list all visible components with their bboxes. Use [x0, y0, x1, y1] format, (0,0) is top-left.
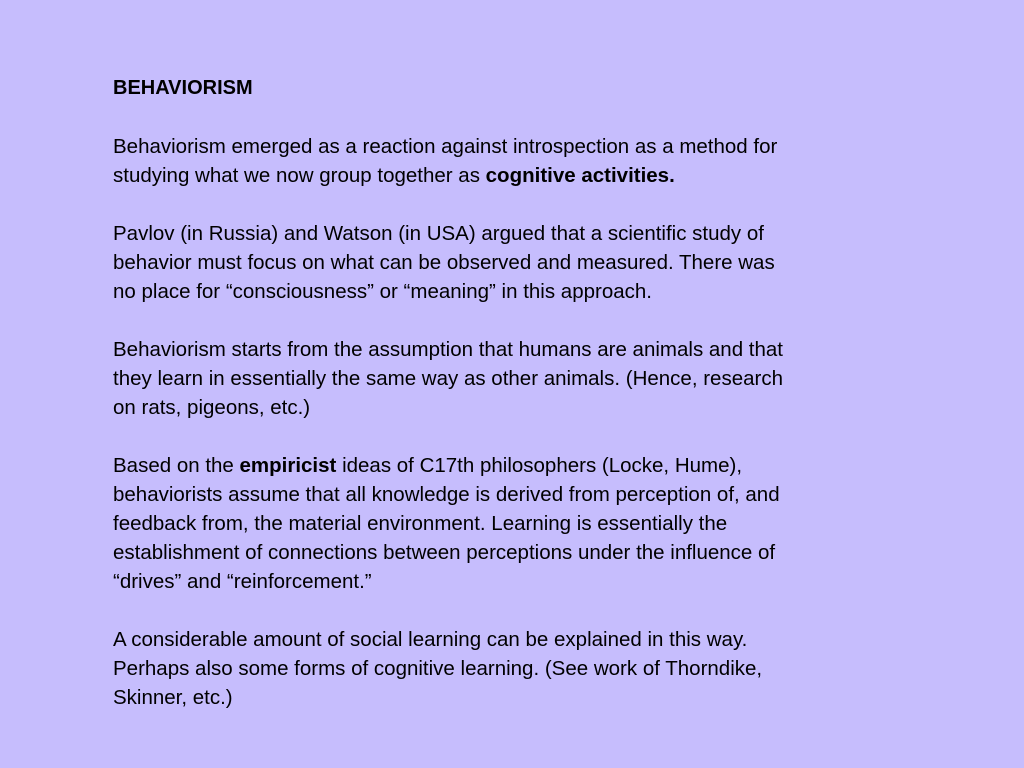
- text-segment: A considerable amount of social learning can be explained in this way.: [113, 628, 748, 651]
- paragraph-intro: [113, 132, 924, 190]
- text-segment: establishment of connections between perceptions under the influence of: [113, 541, 776, 564]
- text-line: [113, 335, 924, 364]
- text-line: [113, 393, 924, 422]
- text-line: [113, 654, 924, 683]
- text-line: [113, 364, 924, 393]
- text-segment: ideas of C17th philosophers (Locke, Hume),: [336, 454, 743, 477]
- text-line: [113, 248, 924, 277]
- text-segment: behaviorists assume that all knowledge is derived from perception of, and: [113, 483, 780, 506]
- text-segment: behavior must focus on what can be observed and measured. There was: [113, 251, 775, 274]
- text-line: [113, 625, 924, 654]
- text-line: [113, 451, 924, 480]
- text-line: [113, 132, 924, 161]
- emphasis-cognitive-activities: cognitive activities.: [485, 164, 675, 187]
- text-segment: “drives” and “reinforcement.”: [113, 570, 372, 593]
- text-segment: no place for “consciousness” or “meaning” in this approach.: [113, 280, 652, 303]
- paragraph-empiricist: [113, 451, 924, 596]
- emphasis-empiricist: empiricist: [239, 454, 337, 477]
- text-line: [113, 567, 924, 596]
- text-segment: Skinner, etc.): [113, 686, 233, 709]
- text-line: [113, 480, 924, 509]
- slide-title: BEHAVIORISM: [113, 77, 253, 99]
- text-segment: Based on the: [113, 454, 240, 477]
- text-segment: they learn in essentially the same way as other animals. (Hence, research: [113, 367, 783, 390]
- text-line: [113, 509, 924, 538]
- text-line: [113, 219, 924, 248]
- text-segment: Behaviorism starts from the assumption that humans are animals and that: [113, 338, 783, 361]
- paragraph-assumption: [113, 335, 924, 422]
- text-line: [113, 277, 924, 306]
- text-line: [113, 161, 924, 190]
- text-segment: feedback from, the material environment. Learning is essentially the: [113, 512, 728, 535]
- text-segment: studying what we now group together as: [113, 164, 486, 187]
- text-segment: Pavlov (in Russia) and Watson (in USA) argued that a scientific study of: [113, 222, 764, 245]
- text-segment: Perhaps also some forms of cognitive learning. (See work of Thorndike,: [113, 657, 763, 680]
- text-line: [113, 683, 924, 712]
- text-segment: on rats, pigeons, etc.): [113, 396, 311, 419]
- text-line: [113, 538, 924, 567]
- paragraph-social-learning: [113, 625, 924, 712]
- text-segment: Behaviorism emerged as a reaction against introspection as a method for: [113, 135, 778, 158]
- paragraph-pavlov-watson: [113, 219, 924, 306]
